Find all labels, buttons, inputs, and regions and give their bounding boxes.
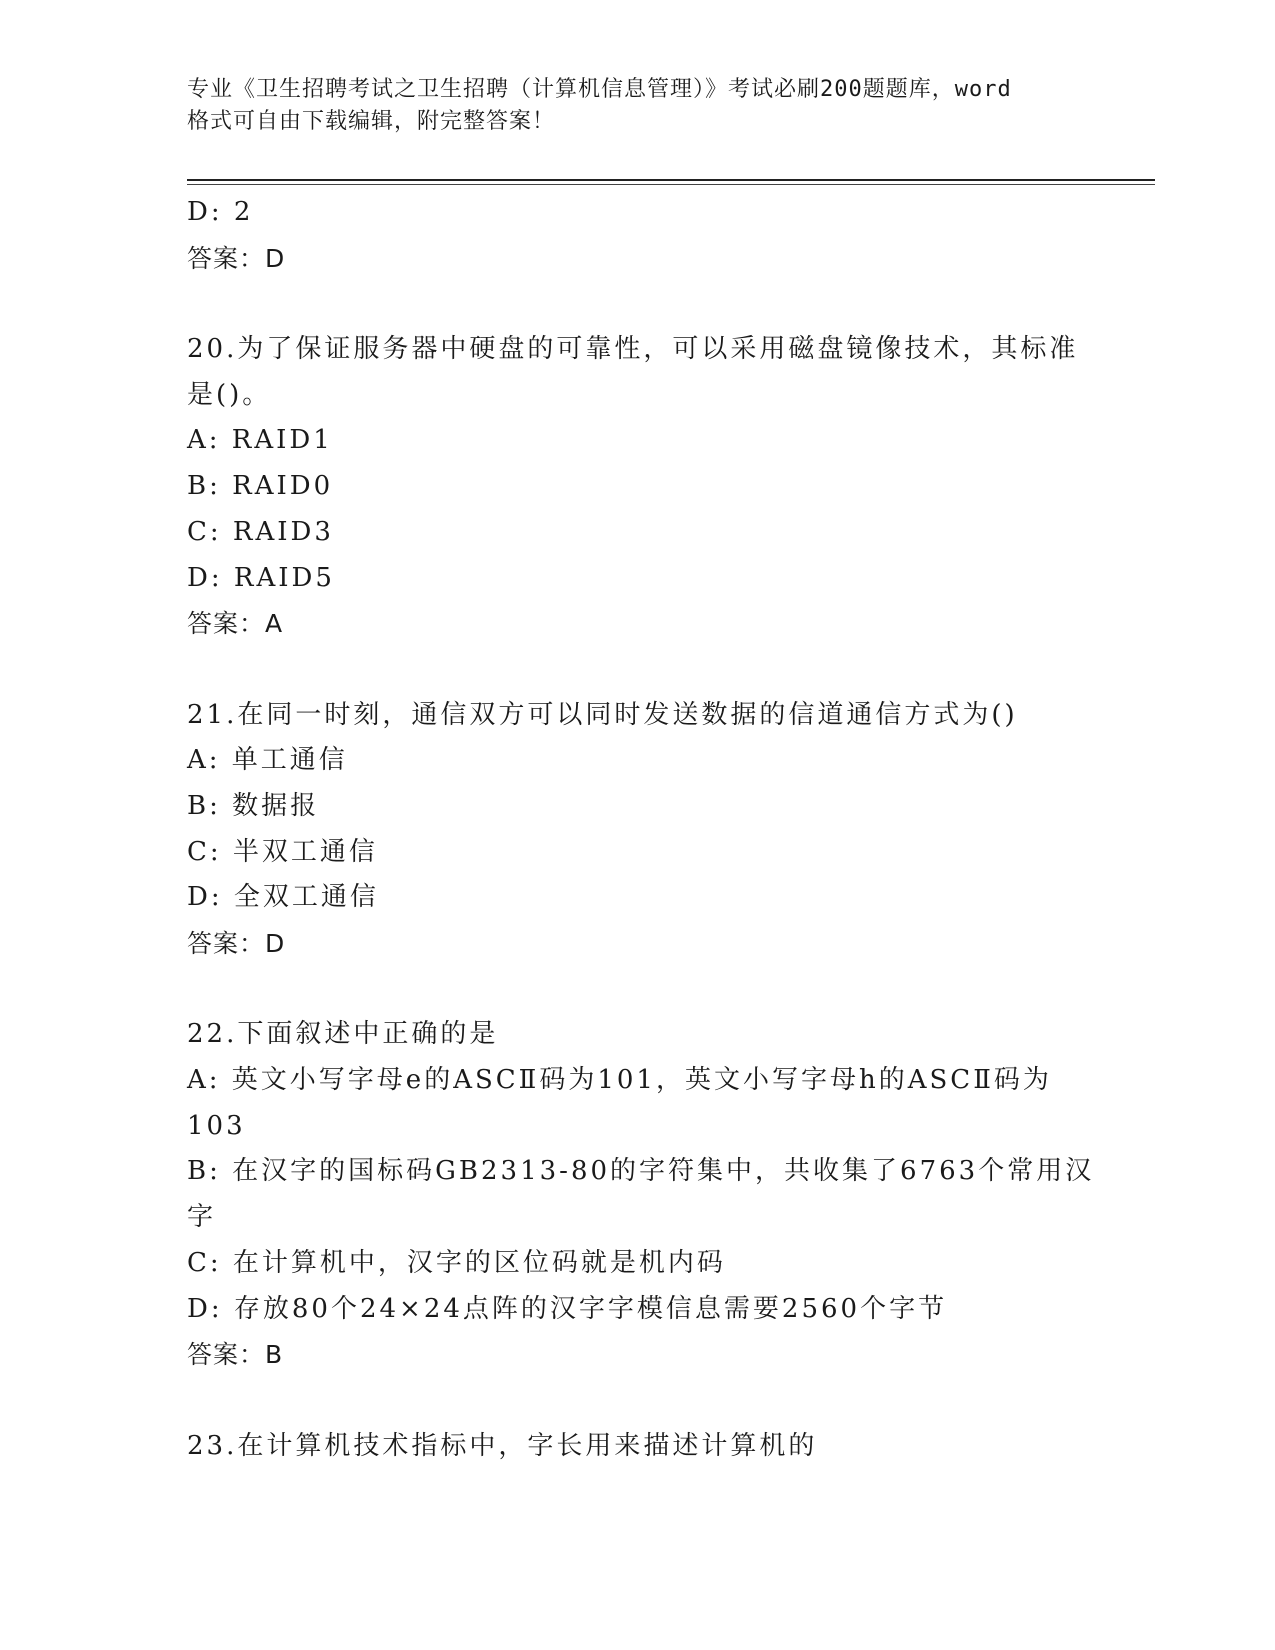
answer-line: 答案：A [187, 609, 284, 639]
header-line-2: 格式可自由下载编辑，附完整答案！ [187, 109, 556, 134]
question-20 [187, 327, 1087, 647]
option-b: B: RAID0 [187, 471, 334, 502]
option-c: C: RAID3 [187, 516, 334, 547]
option-a-cont: 103 [187, 1110, 246, 1141]
option-a: A: RAID1 [187, 425, 333, 456]
header-divider-thin [187, 184, 1155, 185]
question-stem: 23.在计算机技术指标中，字长用来描述计算机的 [187, 1430, 818, 1461]
header-divider [187, 179, 1155, 181]
option-b: B: 在汉字的国标码GB2313-80的字符集中，共收集了6763个常用汉 [187, 1156, 1095, 1187]
option-d: D: 存放80个24×24点阵的汉字字模信息需要2560个字节 [187, 1293, 948, 1324]
option-a: A: 英文小写字母e的ASCⅡ码为101，英文小写字母h的ASCⅡ码为 [187, 1065, 1052, 1096]
header-line-1: 专业《卫生招聘考试之卫生招聘（计算机信息管理）》考试必刷200题题库，word [187, 77, 1012, 102]
document-body [187, 190, 1095, 1469]
answer-line: 答案：D [187, 929, 286, 958]
option-c: C: 半双工通信 [187, 836, 378, 867]
question-stem-cont: 是()。 [187, 379, 272, 410]
spacer [187, 647, 1087, 693]
answer-line: 答案：D [187, 243, 286, 273]
spacer [187, 1378, 1087, 1424]
question-22 [187, 1012, 1095, 1378]
question-23 [187, 1424, 1087, 1470]
spacer [187, 967, 1087, 1013]
answer-line: 答案：B [187, 1340, 284, 1370]
option-a: A: 单工通信 [187, 745, 348, 776]
spacer [187, 281, 1087, 327]
option-d: D: RAID5 [187, 562, 335, 593]
option-d: D: 全双工通信 [187, 882, 379, 913]
option-c: C: 在计算机中，汉字的区位码就是机内码 [187, 1247, 726, 1278]
document-header [187, 74, 1087, 138]
option-d: D: 2 [187, 197, 254, 227]
question-stem: 22.下面叙述中正确的是 [187, 1019, 499, 1050]
question-stem: 20.为了保证服务器中硬盘的可靠性，可以采用磁盘镜像技术，其标准 [187, 334, 1079, 365]
option-b: B: 数据报 [187, 790, 320, 821]
question-stem: 21.在同一时刻，通信双方可以同时发送数据的信道通信方式为() [187, 699, 1018, 730]
option-b-cont: 字 [187, 1202, 217, 1233]
question-21 [187, 693, 1087, 967]
